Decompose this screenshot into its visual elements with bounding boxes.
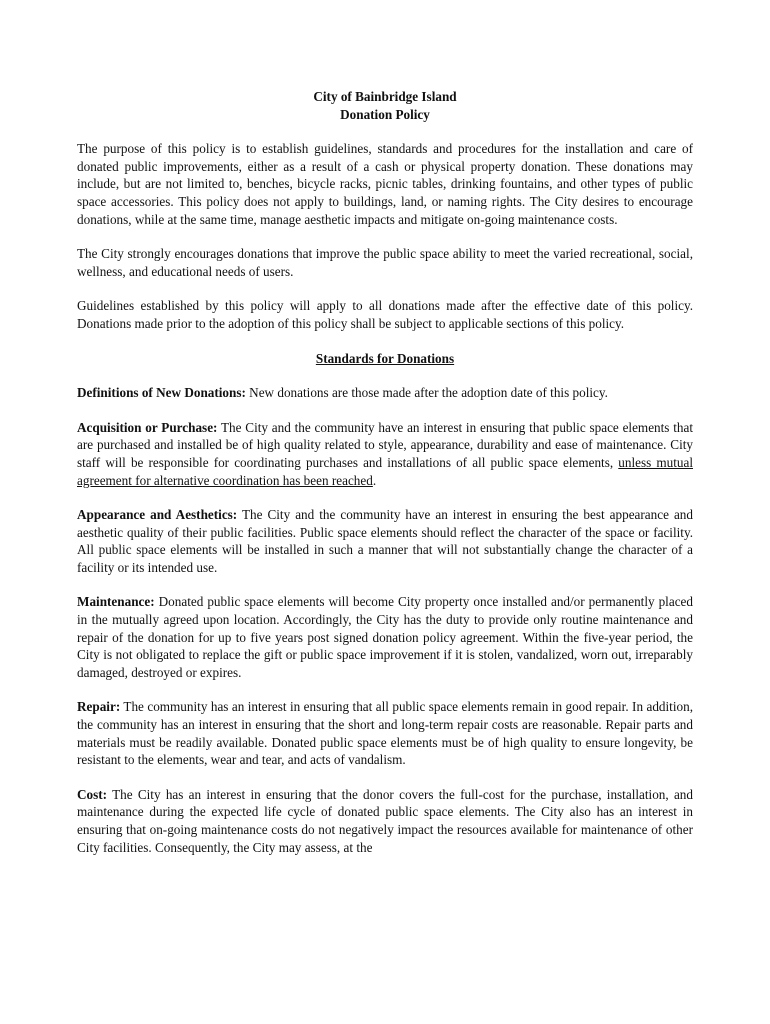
document-title: Donation Policy: [340, 106, 430, 122]
appearance-term: Appearance and Aesthetics:: [77, 507, 238, 523]
purpose-paragraph: The purpose of this policy is to establish guidelines, standards and procedures for the installation and care of donated public improvements, either as a result of a cash or physical property donation. These donations may include, but are not limited to, benches, bicycle racks, picnic tables, drinking fountains, and other types of public space accessories. This policy does not apply to buildings, land, or naming rights. The City desires to encourage donations, while at the same time, manage aesthetic impacts and mitigate on-going maintenance costs.: [77, 141, 693, 227]
standards-heading: Standards for Donations: [315, 350, 455, 366]
repair-text: The community has an interest in ensuring that all public space elements remain in good repair. In addition, the community has an interest in ensuring that the short and long-term repair costs are reasonable. Repair parts and materials must be readily available. Donated public space elements must be of high quality to ensure longevity, be resistant to the elements, wear and tear, and acts of vandalism.: [77, 699, 693, 768]
repair-term: Repair:: [77, 699, 121, 715]
cost-text: The City has an interest in ensuring that the donor covers the full-cost for the purchase, installation, and maintenance during the expected life cycle of donated public space elements. The City also has an interest in ensuring that on-going maintenance costs do not negatively impact the resources available for maintenance of other City facilities. Consequently, the City may assess, at the: [77, 786, 693, 855]
appearance-paragraph: [77, 506, 693, 576]
acquisition-paragraph: [77, 419, 693, 489]
maintenance-paragraph: [77, 593, 693, 681]
encouragement-paragraph: The City strongly encourages donations that improve the public space ability to meet the varied recreational, social, wellness, and educational needs of users.: [77, 246, 693, 279]
organization-title: City of Bainbridge Island: [313, 89, 457, 104]
appearance-text: The City and the community have an interest in ensuring the best appearance and aesthetic quality of their public facilities. Public space elements should reflect the character of the space or facility. All public space elements will be installed in such a manner that will not substantially change the character of a facility or its intended use.: [77, 507, 693, 575]
maintenance-term: Maintenance:: [77, 594, 155, 610]
definitions-text: New donations are those made after the adoption date of this policy.: [245, 385, 608, 401]
acquisition-text: The City and the community have an interest in ensuring that public space elements that are purchased and installed be of high quality related to style, appearance, durability and ease of maintenance. City staff will be responsible for coordinating purchases and installations of all public space elements,: [77, 419, 693, 470]
applicability-paragraph: Guidelines established by this policy will apply to all donations made after the effective date of this policy. Donations made prior to the adoption of this policy shall be subject to applicable sections of this policy.: [77, 298, 693, 331]
acquisition-end: .: [372, 472, 377, 488]
definitions-paragraph: [77, 384, 693, 402]
maintenance-text: Donated public space elements will become City property once installed and/or permanently placed in the mutually agreed upon location. Accordingly, the City has the duty to provide only routine maintenance and repair of the donation for up to five years post signed donation policy agreement. Within the five-year period, the City is not obligated to replace the gift or public space improvement if it is stolen, vandalized, worn out, irreparably damaged, destroyed or expires.: [77, 594, 693, 680]
cost-paragraph: [77, 786, 693, 856]
repair-paragraph: [77, 698, 693, 768]
acquisition-underlined-text: unless mutual agreement for alternative coordination has been reached: [77, 454, 693, 488]
definitions-term: Definitions of New Donations:: [77, 385, 246, 401]
acquisition-term: Acquisition or Purchase:: [77, 419, 218, 435]
cost-term: Cost:: [77, 786, 108, 802]
